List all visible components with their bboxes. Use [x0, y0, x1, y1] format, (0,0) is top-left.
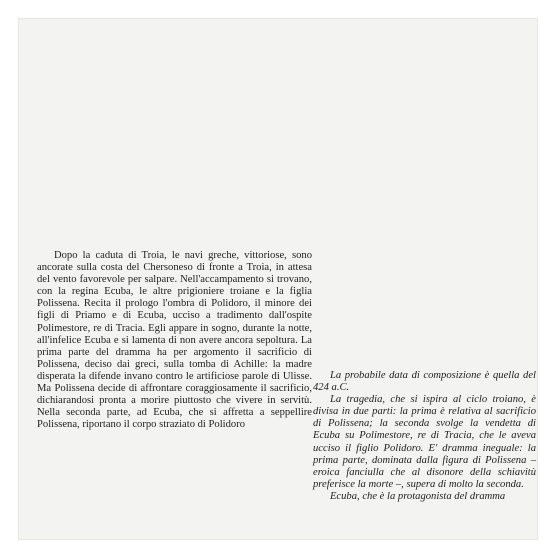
date-paragraph: La probabile data di composizione è quella del 424 a.C. [313, 370, 536, 394]
right-text-column [313, 370, 536, 503]
plot-summary-paragraph: Dopo la caduta di Troia, le navi greche, vittoriose, sono ancorate sulla costa del Chersoneso di fronte a Troia, in attesa del vento favorevole per salpare. Nell'accampamento si trovano, con la regina Ecuba, le altre prigioniere troiane e la figlia Polissena. Recita il prologo l'ombra di Polidoro, il minore dei figli di Priamo e di Ecuba, ucciso a tradimento dall'ospite Polimestore, re di Tracia. Egli appare in sogno, durante la notte, all'infelice Ecuba e si lamenta di non avere ancora sepoltura. La prima parte del dramma ha per argomento il sacrificio di Polissena, deciso dai greci, sulla tomba di Achille: la madre disperata la difende invano contro le artificiose parole di Ulisse. Ma Polissena decide di affrontare coraggiosamente il sacrificio, dichiarandosi pronta a morire piuttosto che vivere in servitù. Nella seconda parte, ad Ecuba, che si affretta a seppellire Polissena, riportano il corpo straziato di Polidoro [37, 250, 312, 431]
protagonist-paragraph: Ecuba, che è la protagonista del dramma [329, 490, 506, 502]
left-text-column [37, 250, 312, 431]
structure-paragraph: La tragedia, che si ispira al ciclo troiano, è divisa in due parti: la prima è relativa al sacrificio di Polissena; la seconda svolge la vendetta di Ecuba su Polimestore, re di Tracia, che le aveva ucciso il figlio Polidoro. E' dramma ineguale: la prima parte, dominata dalla figura di Polissena – eroica fanciulla che al disonore della schiavitù preferisce la morte –, supera di molto la seconda. [313, 394, 536, 490]
book-page [18, 18, 538, 540]
